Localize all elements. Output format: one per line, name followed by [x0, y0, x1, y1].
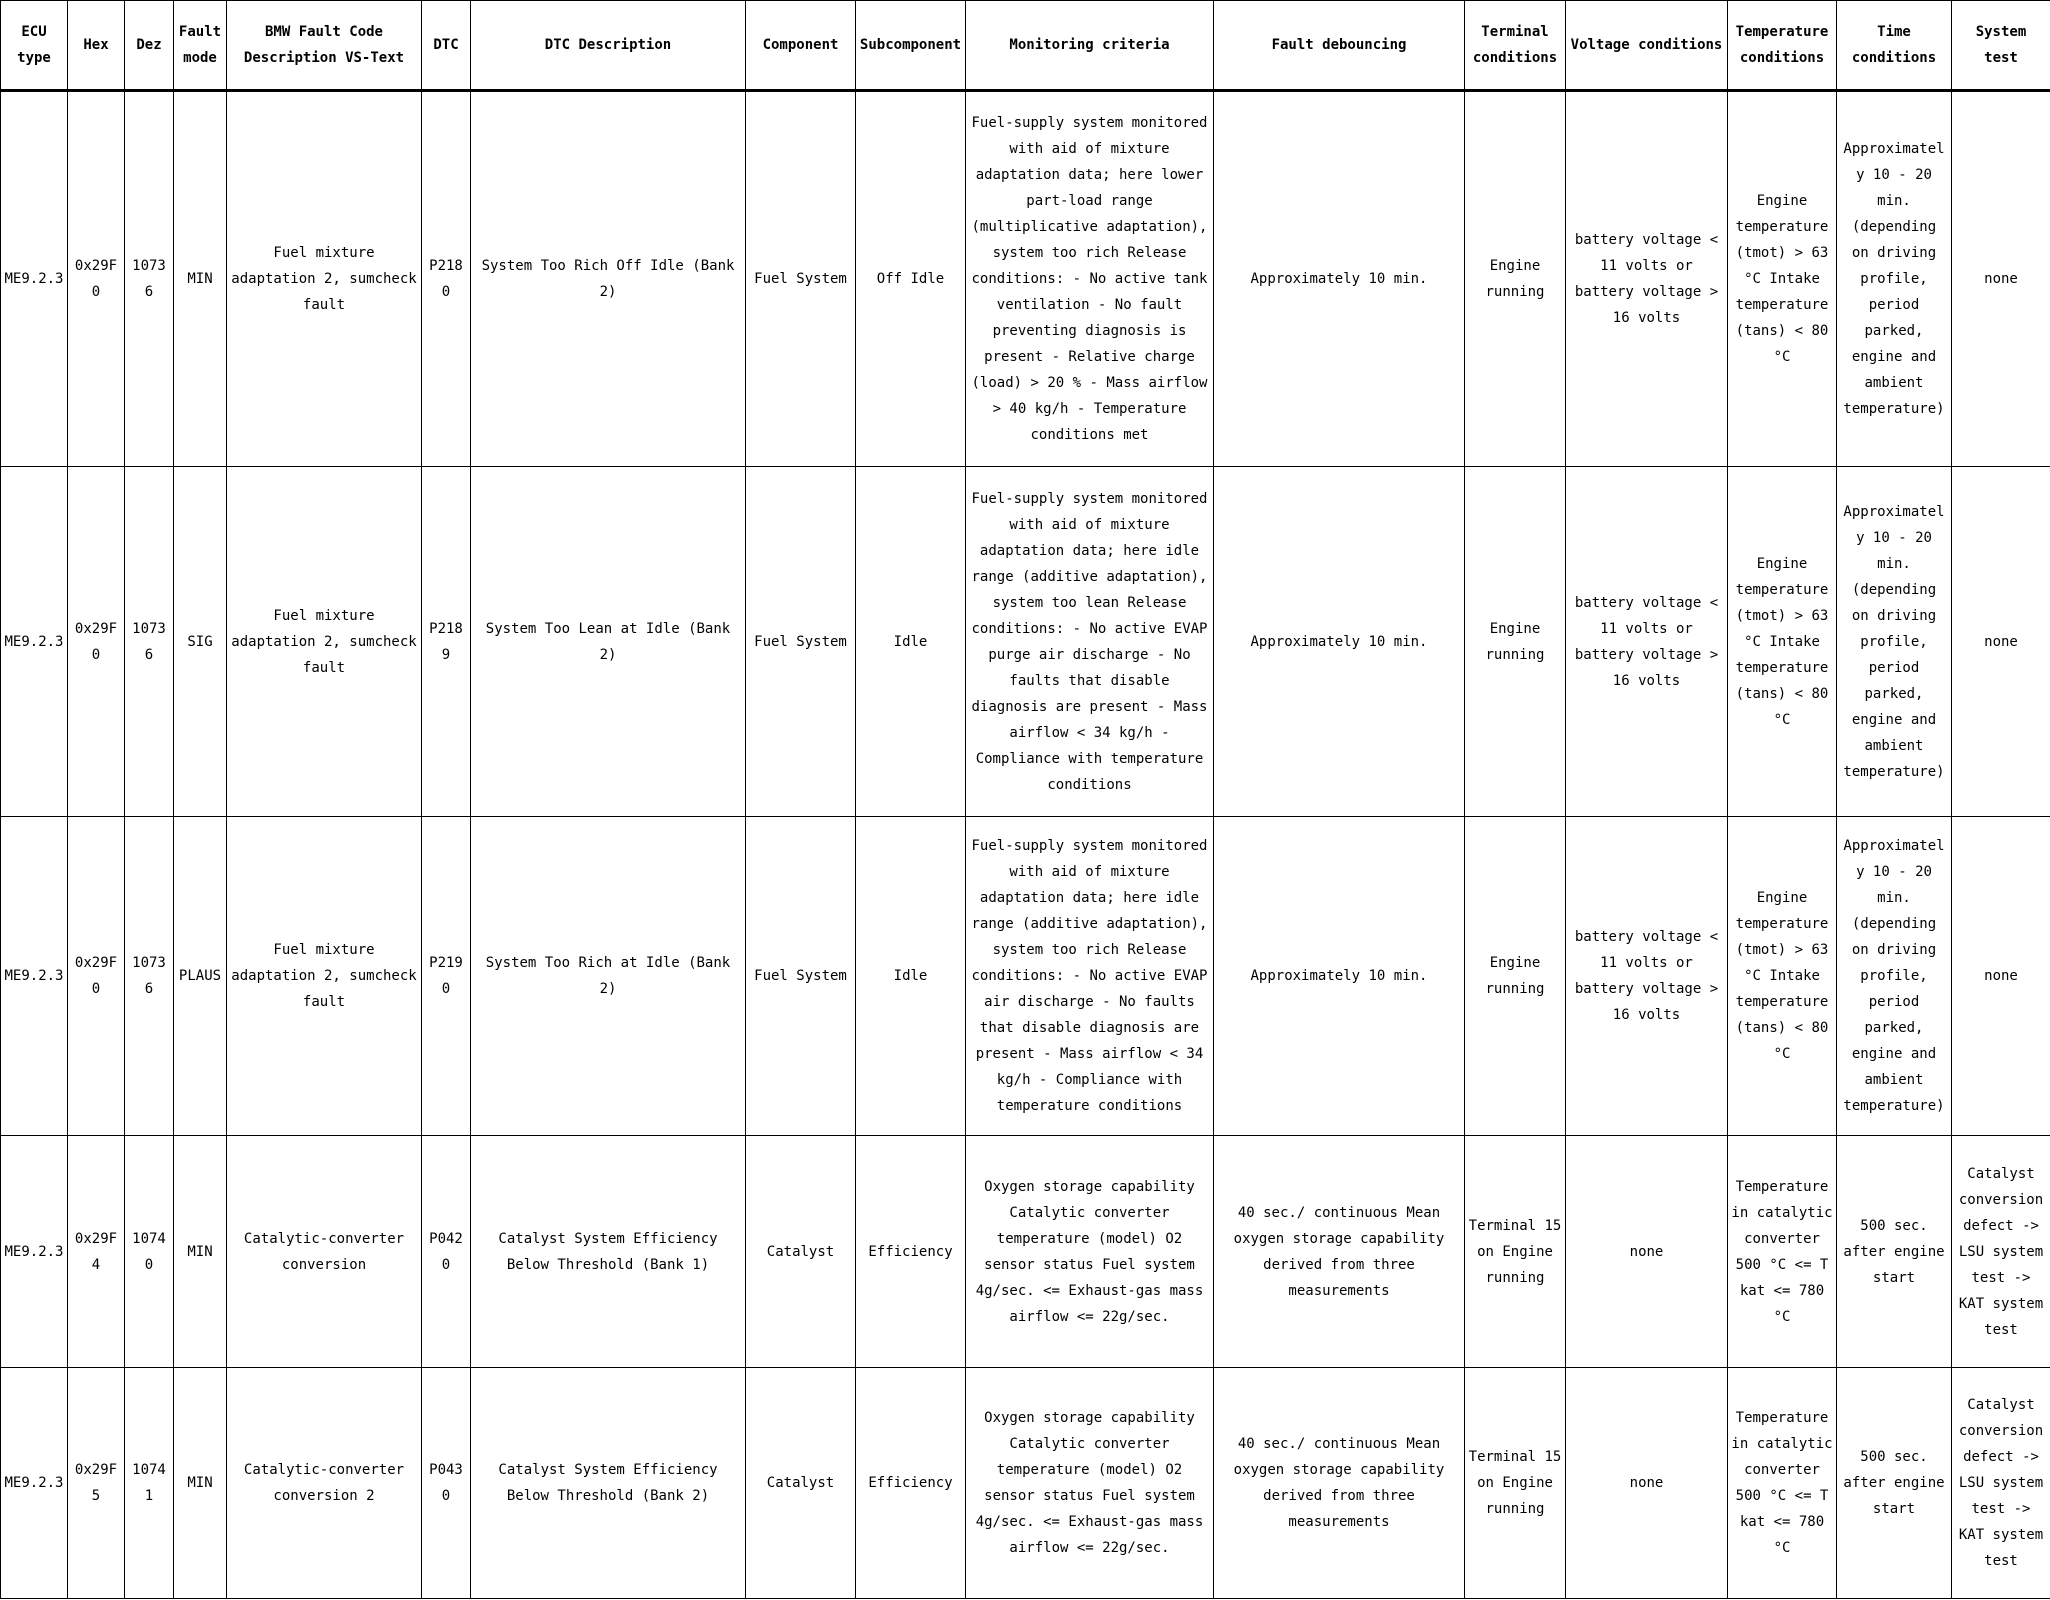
cell-monitoring-criteria: Fuel-supply system monitored with aid of mixture adaptation data; here lower part-load range (multiplicative adaptation), system too rich Release conditions: - No active tank ventilation - No fault preventing diagnosis is present - Relative charge (load) > 20 % - Mass airflow > 40 kg/h - Temperature conditions met: [966, 91, 1214, 467]
cell-monitoring-criteria: Fuel-supply system monitored with aid of mixture adaptation data; here idle range (additive adaptation), system too lean Release conditions: - No active EVAP purge air discharge - No faults that disable diagnosis are present - Mass airflow < 34 kg/h - Compliance with temperature conditions: [966, 467, 1214, 817]
cell-temperature-conditions: Engine temperature (tmot) > 63 °C Intake temperature (tans) < 80 °C: [1728, 467, 1837, 817]
cell-component: Fuel System: [746, 817, 856, 1136]
cell-fault-mode: MIN: [174, 1136, 227, 1368]
header-temperature-conditions: Temperature conditions: [1728, 1, 1837, 91]
cell-temperature-conditions: Temperature in catalytic converter 500 °C <= T kat <= 780 °C: [1728, 1136, 1837, 1368]
cell-component: Fuel System: [746, 91, 856, 467]
cell-system-test: Catalyst conversion defect -> LSU system test -> KAT system test: [1952, 1368, 2050, 1599]
cell-fault-debouncing: 40 sec./ continuous Mean oxygen storage capability derived from three measurements: [1214, 1136, 1465, 1368]
cell-subcomponent: Idle: [856, 817, 966, 1136]
cell-dtc: P0430: [422, 1368, 471, 1599]
cell-dtc-description: System Too Lean at Idle (Bank 2): [471, 467, 746, 817]
cell-fault-mode: MIN: [174, 91, 227, 467]
header-dtc: DTC: [422, 1, 471, 91]
cell-ecu-type: ME9.2.3: [1, 467, 68, 817]
cell-hex: 0x29F4: [68, 1136, 125, 1368]
cell-terminal-conditions: Engine running: [1465, 467, 1566, 817]
cell-ecu-type: ME9.2.3: [1, 1136, 68, 1368]
header-terminal-conditions: Terminal conditions: [1465, 1, 1566, 91]
cell-bmw-description: Fuel mixture adaptation 2, sumcheck fault: [227, 467, 422, 817]
cell-hex: 0x29F0: [68, 467, 125, 817]
cell-dtc-description: Catalyst System Efficiency Below Threshold (Bank 2): [471, 1368, 746, 1599]
cell-system-test: none: [1952, 467, 2050, 817]
header-dez: Dez: [125, 1, 174, 91]
cell-ecu-type: ME9.2.3: [1, 1368, 68, 1599]
cell-subcomponent: Idle: [856, 467, 966, 817]
cell-terminal-conditions: Terminal 15 on Engine running: [1465, 1368, 1566, 1599]
cell-dez: 10740: [125, 1136, 174, 1368]
header-ecu-type: ECU type: [1, 1, 68, 91]
cell-component: Fuel System: [746, 467, 856, 817]
cell-subcomponent: Efficiency: [856, 1368, 966, 1599]
cell-system-test: none: [1952, 817, 2050, 1136]
cell-subcomponent: Off Idle: [856, 91, 966, 467]
cell-dtc: P2190: [422, 817, 471, 1136]
cell-fault-debouncing: Approximately 10 min.: [1214, 467, 1465, 817]
header-fault-debouncing: Fault debouncing: [1214, 1, 1465, 91]
cell-time-conditions: 500 sec. after engine start: [1837, 1368, 1952, 1599]
cell-terminal-conditions: Engine running: [1465, 817, 1566, 1136]
cell-system-test: none: [1952, 91, 2050, 467]
cell-bmw-description: Catalytic-converter conversion: [227, 1136, 422, 1368]
cell-component: Catalyst: [746, 1136, 856, 1368]
cell-time-conditions: 500 sec. after engine start: [1837, 1136, 1952, 1368]
cell-hex: 0x29F5: [68, 1368, 125, 1599]
cell-dtc: P2189: [422, 467, 471, 817]
cell-monitoring-criteria: Oxygen storage capability Catalytic converter temperature (model) O2 sensor status Fuel system 4g/sec. <= Exhaust-gas mass airflow <= 22g/sec.: [966, 1368, 1214, 1599]
cell-hex: 0x29F0: [68, 91, 125, 467]
header-bmw-description: BMW Fault Code Description VS-Text: [227, 1, 422, 91]
cell-fault-mode: MIN: [174, 1368, 227, 1599]
cell-dez: 10736: [125, 817, 174, 1136]
cell-dez: 10741: [125, 1368, 174, 1599]
cell-terminal-conditions: Terminal 15 on Engine running: [1465, 1136, 1566, 1368]
header-monitoring-criteria: Monitoring criteria: [966, 1, 1214, 91]
header-dtc-description: DTC Description: [471, 1, 746, 91]
cell-system-test: Catalyst conversion defect -> LSU system test -> KAT system test: [1952, 1136, 2050, 1368]
cell-fault-debouncing: Approximately 10 min.: [1214, 91, 1465, 467]
cell-hex: 0x29F0: [68, 817, 125, 1136]
cell-voltage-conditions: battery voltage < 11 volts or battery voltage > 16 volts: [1566, 91, 1728, 467]
cell-monitoring-criteria: Fuel-supply system monitored with aid of mixture adaptation data; here idle range (additive adaptation), system too rich Release conditions: - No active EVAP air discharge - No faults that disable diagnosis are present - Mass airflow < 34 kg/h - Compliance with temperature conditions: [966, 817, 1214, 1136]
table-row: [1, 91, 2050, 467]
cell-subcomponent: Efficiency: [856, 1136, 966, 1368]
cell-fault-mode: PLAUS: [174, 817, 227, 1136]
cell-dtc-description: Catalyst System Efficiency Below Threshold (Bank 1): [471, 1136, 746, 1368]
cell-bmw-description: Fuel mixture adaptation 2, sumcheck fault: [227, 817, 422, 1136]
cell-ecu-type: ME9.2.3: [1, 91, 68, 467]
header-subcomponent: Subcomponent: [856, 1, 966, 91]
header-system-test: System test: [1952, 1, 2050, 91]
cell-bmw-description: Fuel mixture adaptation 2, sumcheck fault: [227, 91, 422, 467]
cell-ecu-type: ME9.2.3: [1, 817, 68, 1136]
cell-voltage-conditions: none: [1566, 1368, 1728, 1599]
cell-time-conditions: Approximately 10 - 20 min. (depending on driving profile, period parked, engine and ambient temperature): [1837, 467, 1952, 817]
header-hex: Hex: [68, 1, 125, 91]
cell-temperature-conditions: Temperature in catalytic converter 500 °C <= T kat <= 780 °C: [1728, 1368, 1837, 1599]
cell-dtc: P2180: [422, 91, 471, 467]
table-row: [1, 1368, 2050, 1599]
cell-temperature-conditions: Engine temperature (tmot) > 63 °C Intake temperature (tans) < 80 °C: [1728, 817, 1837, 1136]
cell-dez: 10736: [125, 467, 174, 817]
table-row: [1, 1136, 2050, 1368]
cell-temperature-conditions: Engine temperature (tmot) > 63 °C Intake temperature (tans) < 80 °C: [1728, 91, 1837, 467]
cell-monitoring-criteria: Oxygen storage capability Catalytic converter temperature (model) O2 sensor status Fuel system 4g/sec. <= Exhaust-gas mass airflow <= 22g/sec.: [966, 1136, 1214, 1368]
cell-fault-mode: SIG: [174, 467, 227, 817]
table-row: [1, 467, 2050, 817]
header-voltage-conditions: Voltage conditions: [1566, 1, 1728, 91]
cell-dez: 10736: [125, 91, 174, 467]
cell-time-conditions: Approximately 10 - 20 min. (depending on driving profile, period parked, engine and ambient temperature): [1837, 817, 1952, 1136]
cell-fault-debouncing: Approximately 10 min.: [1214, 817, 1465, 1136]
cell-time-conditions: Approximately 10 - 20 min. (depending on driving profile, period parked, engine and ambient temperature): [1837, 91, 1952, 467]
cell-fault-debouncing: 40 sec./ continuous Mean oxygen storage capability derived from three measurements: [1214, 1368, 1465, 1599]
cell-terminal-conditions: Engine running: [1465, 91, 1566, 467]
cell-dtc: P0420: [422, 1136, 471, 1368]
cell-component: Catalyst: [746, 1368, 856, 1599]
cell-voltage-conditions: none: [1566, 1136, 1728, 1368]
header-fault-mode: Fault mode: [174, 1, 227, 91]
header-component: Component: [746, 1, 856, 91]
table-row: [1, 817, 2050, 1136]
cell-dtc-description: System Too Rich at Idle (Bank 2): [471, 817, 746, 1136]
cell-voltage-conditions: battery voltage < 11 volts or battery voltage > 16 volts: [1566, 467, 1728, 817]
header-time-conditions: Time conditions: [1837, 1, 1952, 91]
header-row: [1, 1, 2050, 91]
cell-voltage-conditions: battery voltage < 11 volts or battery voltage > 16 volts: [1566, 817, 1728, 1136]
cell-dtc-description: System Too Rich Off Idle (Bank 2): [471, 91, 746, 467]
cell-bmw-description: Catalytic-converter conversion 2: [227, 1368, 422, 1599]
